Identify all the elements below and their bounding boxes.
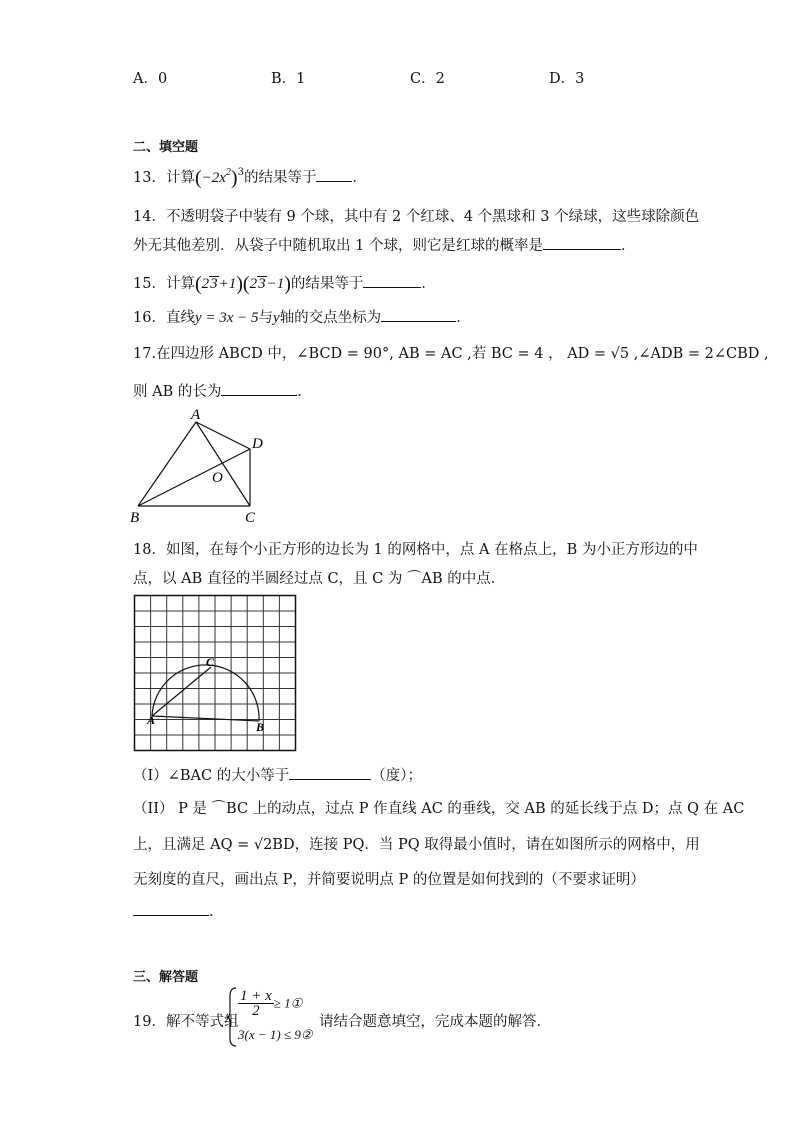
q18-part2-answer-blank[interactable] [133,901,209,916]
q13-exponent: 3 [237,167,244,178]
q16-answer-blank[interactable] [381,307,456,322]
q16-end: ． [456,310,471,326]
q13-after: 的结果等于 [243,170,317,186]
q18-part1-end: （度）； [371,768,422,784]
q14-line2 [133,234,635,255]
q16-axis: y [273,310,280,326]
paren-open: ( [194,167,202,189]
question-16 [133,306,471,327]
section-heading-solve: 三、解答题 [133,970,199,985]
choice-c: C．2 [410,71,445,87]
q19-ineq1-rhs: ≥ 1① [273,995,303,1011]
q19-inequality-2: 3(x − 1) ≤ 9② [238,1027,313,1042]
segment-ac [152,667,211,716]
q14-end: ． [620,238,636,254]
q17-end: ． [297,384,312,400]
q18-grid-figure [133,594,299,754]
q19-system-brace [226,986,238,1052]
label-b: B [256,720,265,734]
segment-ac [196,422,250,506]
paren-close: ) [230,167,238,189]
label-b: B [130,510,140,525]
q15-label: 15．计算 [133,276,195,292]
q14-answer-blank[interactable] [543,235,621,250]
grid-lines [135,596,296,751]
q14-line1: 14．不透明袋子中装有 9 个球，其中有 2 个红球、4 个黑球和 3 个绿球，这些球除颜色 [133,209,700,225]
q16-equation: y = 3x − 5 [194,310,259,326]
q18-part1 [133,764,422,785]
label-c: C [245,510,256,525]
q17-line1: 17.在四边形 ABCD 中，∠BCD = 90°, AB = AC ,若 BC = 4 ， AD = √5 ,∠ADB = 2∠CBD , [133,346,769,362]
q18-part1-text: （I）∠BAC 的大小等于 [133,768,290,784]
segment-ab [152,716,259,721]
section-heading-fill-in: 二、填空题 [133,140,199,155]
q13-expr: $-2x^2$ [201,167,231,186]
q18-part2-answer [133,900,224,921]
brace-icon [226,986,238,1048]
question-13 [133,165,367,188]
label-d: D [252,436,263,452]
q17-line2 [133,380,312,401]
fraction-numerator: 1 + x [240,988,272,1004]
choice-d: D．3 [549,71,585,87]
q16-after: 轴的交点坐标为 [279,310,382,326]
q13-label: 13．计算 [133,170,195,186]
q18-part2-line3: 无刻度的直尺，画出点 P，并简要说明点 P 的位置是如何找到的（不要求证明） [133,872,645,888]
segment-ab [138,422,196,506]
q17-answer-blank[interactable] [221,381,297,396]
q18-part1-answer-blank[interactable] [289,765,371,780]
label-a: A [147,713,156,727]
q19-inequality-1 [238,989,302,1018]
q14-text: 外无其他差别．从袋子中随机取出 1 个球，则它是红球的概率是 [133,238,543,254]
q19-label: 19．解不等式组 [133,1014,239,1030]
q18-part2-line2: 上，且满足 AQ = √2BD，连接 PQ．当 PQ 取得最小值时，请在如图所示的网格中，用 [133,837,700,853]
label-c: C [206,655,215,669]
q19-instruction: 请结合题意填空，完成本题的解答． [319,1014,551,1030]
fraction-denominator: 2 [252,1003,260,1019]
q16-label: 16．直线 [133,310,195,326]
q15-end: ． [421,276,436,292]
q19-fraction [238,989,274,1018]
q18-line2: 点，以 AB 直径的半圆经过点 C，且 C 为 ⌒AB 的中点． [133,571,506,587]
q17-figure [125,405,275,525]
choice-a: A．0 [133,71,168,87]
q15-answer-blank[interactable] [363,273,421,288]
label-a: A [191,407,201,423]
q18-part2-line1: （II） P 是 ⌒BC 上的动点，过点 P 作直线 AC 的垂线，交 AB 的延长线于点 D；点 Q 在 AC [133,801,745,817]
q18-line1: 18．如图，在每个小正方形的边长为 1 的网格中，点 A 在格点上，B 为小正方形边的中 [133,542,698,558]
choice-b: B．1 [271,71,306,87]
q13-answer-blank[interactable] [316,167,352,182]
q15-after: 的结果等于 [290,276,364,292]
question-15: 15．计算(23+1)(23−1)的结果等于 ． [133,273,436,295]
q17-text: 则 AB 的长为 [133,384,222,400]
segment-bd [138,449,250,506]
q13-end: ． [352,170,367,186]
q16-mid: 与 [258,310,274,326]
q18-part2-end: ． [209,904,224,920]
label-o: O [212,470,223,486]
